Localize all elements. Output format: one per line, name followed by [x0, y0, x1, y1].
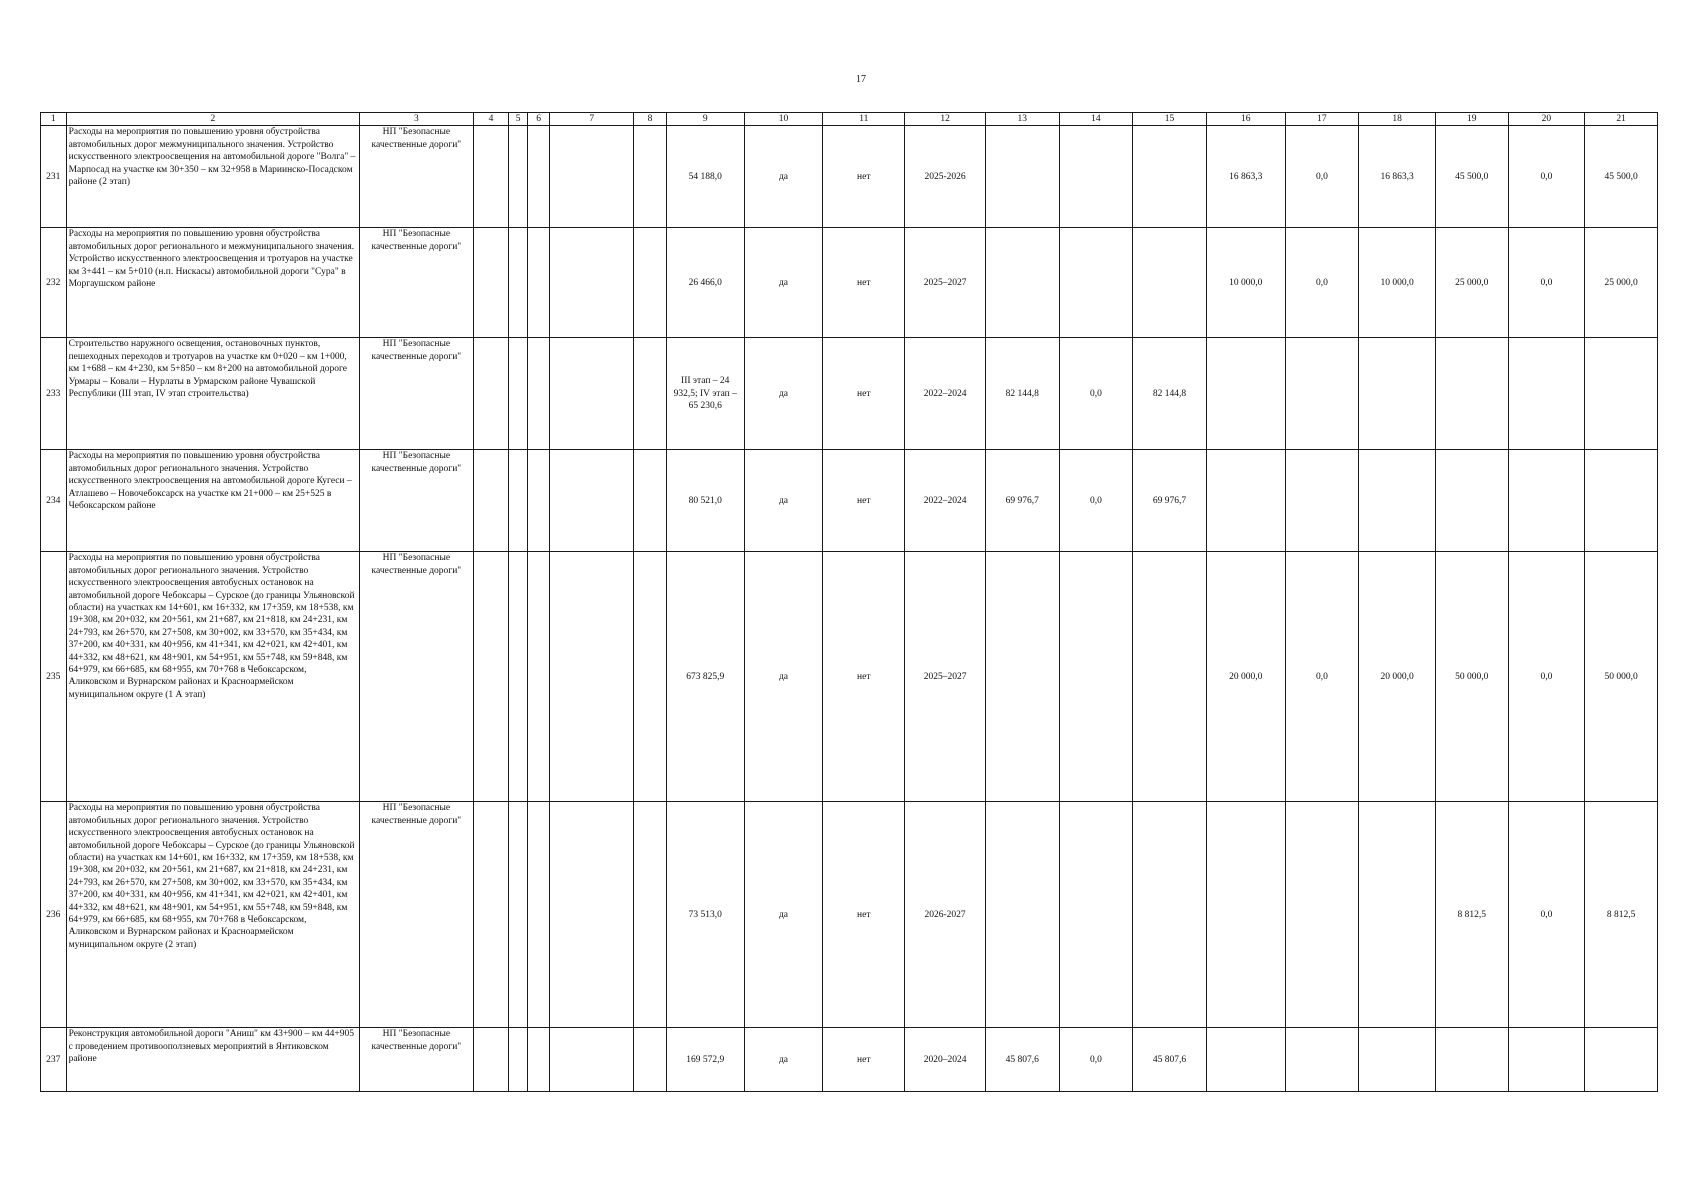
value-cell: 0,0	[1059, 450, 1133, 552]
value-cell: 0,0	[1059, 1028, 1133, 1092]
empty-cell	[509, 450, 527, 552]
empty-cell	[527, 1028, 550, 1092]
empty-cell	[527, 450, 550, 552]
empty-cell	[550, 126, 634, 228]
value-cell: 16 863,3	[1359, 126, 1436, 228]
value-cell	[1285, 450, 1359, 552]
cost-cell: 80 521,0	[666, 450, 744, 552]
value-cell: 50 000,0	[1585, 552, 1658, 802]
empty-cell	[509, 802, 527, 1028]
program-name: НП "Безопасные качественные дороги"	[360, 450, 474, 552]
col-header: 1	[41, 113, 67, 126]
col-header: 4	[473, 113, 509, 126]
value-cell	[985, 126, 1059, 228]
table-row	[41, 552, 1658, 802]
col-header: 21	[1585, 113, 1658, 126]
flag-cell: да	[744, 1028, 823, 1092]
value-cell: 82 144,8	[1133, 338, 1207, 450]
col-header: 9	[666, 113, 744, 126]
value-cell: 45 500,0	[1435, 126, 1508, 228]
empty-cell	[527, 126, 550, 228]
period-cell: 2022–2024	[905, 450, 986, 552]
col-header: 10	[744, 113, 823, 126]
flag-cell: нет	[823, 450, 905, 552]
empty-cell	[634, 552, 667, 802]
header-row	[41, 113, 1658, 126]
table-row	[41, 228, 1658, 338]
program-name: НП "Безопасные качественные дороги"	[360, 338, 474, 450]
table-row	[41, 450, 1658, 552]
empty-cell	[527, 228, 550, 338]
row-number: 237	[41, 1028, 67, 1092]
period-cell: 2020–2024	[905, 1028, 986, 1092]
measure-name: Расходы на мероприятия по повышению уровня обустройства автомобильных дорог регионального значения. Устройство искусственного электроосвещения автобусных остановок на автомобильной дороге Чебоксары – Сурское (до границы Ульяновской области) на участках км 14+601, км 16+332, км 17+359, км 18+538, км 19+308, км 20+032, км 20+561, км 21+687, км 21+818, км 24+231, км 24+793, км 26+570, км 27+508, км 30+002, км 33+570, км 35+434, км 37+200, км 40+331, км 40+956, км 41+341, км 42+021, км 42+401, км 44+332, км 48+621, км 48+901, км 54+951, км 55+748, км 59+848, км 64+979, км 66+685, км 68+955, км 70+768 в Чебоксарском, Аликовском и Вурнарском районах и Красноармейском муниципальном округе (1 А этап)	[66, 552, 360, 802]
value-cell: 20 000,0	[1359, 552, 1436, 802]
value-cell	[1359, 450, 1436, 552]
page-number: 17	[856, 74, 866, 85]
col-header: 7	[550, 113, 634, 126]
col-header: 2	[66, 113, 360, 126]
empty-cell	[509, 1028, 527, 1092]
row-number: 235	[41, 552, 67, 802]
flag-cell: да	[744, 338, 823, 450]
value-cell	[1059, 228, 1133, 338]
program-name: НП "Безопасные качественные дороги"	[360, 1028, 474, 1092]
value-cell	[1059, 802, 1133, 1028]
row-number: 231	[41, 126, 67, 228]
value-cell	[1285, 802, 1359, 1028]
value-cell: 69 976,7	[985, 450, 1059, 552]
empty-cell	[527, 802, 550, 1028]
value-cell	[1133, 228, 1207, 338]
col-header: 11	[823, 113, 905, 126]
empty-cell	[634, 1028, 667, 1092]
value-cell: 8 812,5	[1435, 802, 1508, 1028]
value-cell: 16 863,3	[1206, 126, 1285, 228]
value-cell	[1508, 450, 1585, 552]
value-cell	[1435, 338, 1508, 450]
value-cell	[1508, 338, 1585, 450]
value-cell: 45 807,6	[1133, 1028, 1207, 1092]
flag-cell: да	[744, 228, 823, 338]
value-cell	[1206, 338, 1285, 450]
value-cell	[1359, 338, 1436, 450]
value-cell	[1206, 450, 1285, 552]
empty-cell	[509, 228, 527, 338]
period-cell: 2025-2026	[905, 126, 986, 228]
table-row	[41, 802, 1658, 1028]
value-cell	[1359, 1028, 1436, 1092]
flag-cell: нет	[823, 552, 905, 802]
value-cell	[1059, 126, 1133, 228]
value-cell	[1133, 126, 1207, 228]
value-cell: 0,0	[1508, 802, 1585, 1028]
value-cell	[1435, 1028, 1508, 1092]
program-table	[40, 112, 1658, 1092]
empty-cell	[634, 802, 667, 1028]
flag-cell: нет	[823, 338, 905, 450]
value-cell: 0,0	[1285, 228, 1359, 338]
cost-cell: 54 188,0	[666, 126, 744, 228]
value-cell	[1285, 338, 1359, 450]
empty-cell	[634, 228, 667, 338]
value-cell: 50 000,0	[1435, 552, 1508, 802]
empty-cell	[473, 126, 509, 228]
value-cell: 10 000,0	[1206, 228, 1285, 338]
value-cell	[1206, 1028, 1285, 1092]
empty-cell	[550, 552, 634, 802]
cost-cell: 673 825,9	[666, 552, 744, 802]
value-cell: 8 812,5	[1585, 802, 1658, 1028]
empty-cell	[634, 126, 667, 228]
value-cell	[1285, 1028, 1359, 1092]
table-row	[41, 338, 1658, 450]
value-cell: 0,0	[1285, 552, 1359, 802]
empty-cell	[509, 338, 527, 450]
value-cell	[1133, 552, 1207, 802]
col-header: 17	[1285, 113, 1359, 126]
value-cell	[1585, 338, 1658, 450]
measure-name: Строительство наружного освещения, остановочных пунктов, пешеходных переходов и тротуаров на участке км 0+020 – км 1+000, км 1+688 – км 4+230, км 5+850 – км 8+200 на автомобильной дороге Урмары – Ковали – Нурлаты в Урмарском районе Чувашской Республики (III этап, IV этап строительства)	[66, 338, 360, 450]
col-header: 20	[1508, 113, 1585, 126]
col-header: 5	[509, 113, 527, 126]
col-header: 12	[905, 113, 986, 126]
col-header: 3	[360, 113, 474, 126]
value-cell: 69 976,7	[1133, 450, 1207, 552]
empty-cell	[550, 450, 634, 552]
value-cell	[1508, 1028, 1585, 1092]
empty-cell	[550, 1028, 634, 1092]
empty-cell	[527, 338, 550, 450]
measure-name: Расходы на мероприятия по повышению уровня обустройства автомобильных дорог регионального и межмуниципального значения. Устройство искусственного электроосвещения и тротуаров на участке км 3+441 – км 5+010 (н.п. Нискасы) автомобильной дороги "Сура" в Моргаушском районе	[66, 228, 360, 338]
flag-cell: нет	[823, 126, 905, 228]
col-header: 15	[1133, 113, 1207, 126]
cost-cell: 169 572,9	[666, 1028, 744, 1092]
empty-cell	[509, 552, 527, 802]
col-header: 16	[1206, 113, 1285, 126]
value-cell	[1133, 802, 1207, 1028]
flag-cell: нет	[823, 228, 905, 338]
value-cell: 10 000,0	[1359, 228, 1436, 338]
col-header: 8	[634, 113, 667, 126]
measure-name: Расходы на мероприятия по повышению уровня обустройства автомобильных дорог регионального значения. Устройство искусственного электроосвещения на автомобильной дороге Кугеси – Атлашево – Новочебоксарск на участке км 21+000 – км 25+525 в Чебоксарском районе	[66, 450, 360, 552]
empty-cell	[473, 450, 509, 552]
empty-cell	[550, 338, 634, 450]
row-number: 236	[41, 802, 67, 1028]
period-cell: 2025–2027	[905, 552, 986, 802]
period-cell: 2026-2027	[905, 802, 986, 1028]
cost-cell: III этап – 24 932,5; IV этап – 65 230,6	[666, 338, 744, 450]
program-name: НП "Безопасные качественные дороги"	[360, 228, 474, 338]
empty-cell	[473, 552, 509, 802]
value-cell	[1059, 552, 1133, 802]
empty-cell	[634, 338, 667, 450]
value-cell: 25 000,0	[1435, 228, 1508, 338]
empty-cell	[473, 228, 509, 338]
period-cell: 2025–2027	[905, 228, 986, 338]
value-cell: 0,0	[1508, 552, 1585, 802]
program-name: НП "Безопасные качественные дороги"	[360, 552, 474, 802]
value-cell: 0,0	[1508, 126, 1585, 228]
flag-cell: нет	[823, 1028, 905, 1092]
value-cell: 0,0	[1508, 228, 1585, 338]
measure-name: Расходы на мероприятия по повышению уровня обустройства автомобильных дорог межмуниципального значения. Устройство искусственного электроосвещения на автомобильной дороге "Волга" – Марпосад на участке км 30+350 – км 32+958 в Мариинско-Посадском районе (2 этап)	[66, 126, 360, 228]
flag-cell: да	[744, 450, 823, 552]
value-cell: 0,0	[1285, 126, 1359, 228]
value-cell	[1585, 450, 1658, 552]
value-cell	[985, 552, 1059, 802]
empty-cell	[473, 802, 509, 1028]
table-row	[41, 1028, 1658, 1092]
value-cell: 25 000,0	[1585, 228, 1658, 338]
value-cell	[1206, 802, 1285, 1028]
col-header: 19	[1435, 113, 1508, 126]
empty-cell	[509, 126, 527, 228]
program-name: НП "Безопасные качественные дороги"	[360, 126, 474, 228]
row-number: 232	[41, 228, 67, 338]
value-cell	[1585, 1028, 1658, 1092]
value-cell	[1359, 802, 1436, 1028]
empty-cell	[634, 450, 667, 552]
row-number: 233	[41, 338, 67, 450]
flag-cell: нет	[823, 802, 905, 1028]
flag-cell: да	[744, 552, 823, 802]
col-header: 6	[527, 113, 550, 126]
table-row	[41, 126, 1658, 228]
col-header: 14	[1059, 113, 1133, 126]
empty-cell	[550, 802, 634, 1028]
measure-name: Реконструкция автомобильной дороги "Аниш" км 43+900 – км 44+905 с проведением противооползневых мероприятий в Янтиковском районе	[66, 1028, 360, 1092]
col-header: 18	[1359, 113, 1436, 126]
cost-cell: 73 513,0	[666, 802, 744, 1028]
flag-cell: да	[744, 126, 823, 228]
period-cell: 2022–2024	[905, 338, 986, 450]
value-cell: 82 144,8	[985, 338, 1059, 450]
empty-cell	[550, 228, 634, 338]
col-header: 13	[985, 113, 1059, 126]
row-number: 234	[41, 450, 67, 552]
value-cell	[985, 802, 1059, 1028]
value-cell	[1435, 450, 1508, 552]
value-cell: 45 500,0	[1585, 126, 1658, 228]
program-name: НП "Безопасные качественные дороги"	[360, 802, 474, 1028]
value-cell	[985, 228, 1059, 338]
value-cell: 45 807,6	[985, 1028, 1059, 1092]
cost-cell: 26 466,0	[666, 228, 744, 338]
empty-cell	[473, 338, 509, 450]
value-cell: 0,0	[1059, 338, 1133, 450]
flag-cell: да	[744, 802, 823, 1028]
measure-name: Расходы на мероприятия по повышению уровня обустройства автомобильных дорог регионального значения. Устройство искусственного электроосвещения автобусных остановок на автомобильной дороге Чебоксары – Сурское (до границы Ульяновской области) на участках км 14+601, км 16+332, км 17+359, км 18+538, км 19+308, км 20+032, км 20+561, км 21+687, км 21+818, км 24+231, км 24+793, км 26+570, км 27+508, км 30+002, км 33+570, км 35+434, км 37+200, км 40+331, км 40+956, км 41+341, км 42+021, км 42+401, км 44+332, км 48+621, км 48+901, км 54+951, км 55+748, км 59+848, км 64+979, км 66+685, км 68+955, км 70+768 в Чебоксарском, Аликовском и Вурнарском районах и Красноармейском муниципальном округе (2 этап)	[66, 802, 360, 1028]
empty-cell	[527, 552, 550, 802]
value-cell: 20 000,0	[1206, 552, 1285, 802]
empty-cell	[473, 1028, 509, 1092]
